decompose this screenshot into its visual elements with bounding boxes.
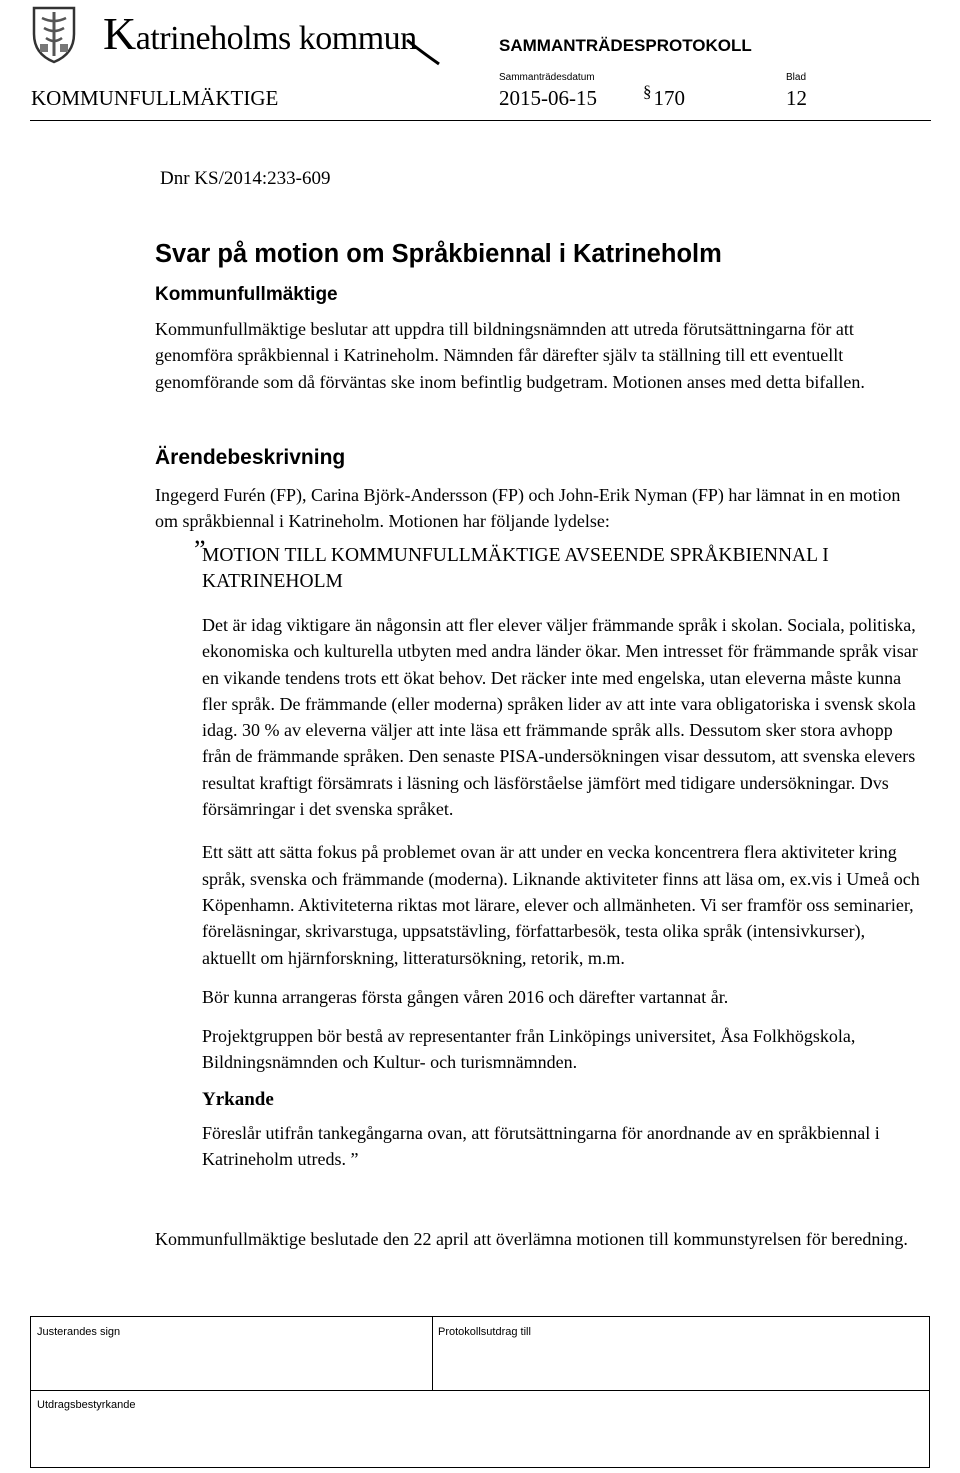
page-number: 12 (786, 86, 807, 110)
municipality-name: Katrineholms kommun (103, 8, 417, 59)
signature-box (30, 1316, 930, 1468)
motion-paragraph: Projektgruppen bör bestå av representanter från Linköpings universitet, Åsa Folkhögskola, Bildningsnämnden och Kultur- och turismnämnden. (202, 1026, 856, 1073)
org-name: KOMMUNFULLMÄKTIGE (31, 86, 279, 110)
motion-paragraph: Ett sätt att sätta fokus på problemet ovan är att under en vecka koncentrera flera aktiviteter kring språk, svenska och främmande (moderna). Liknande aktiviteter finns att läsa om, ex.vis i Umeå och Köpenhamn. Aktiviteterna riktas mot lärare, elever och allmänheten. Vi ser framför oss seminarier, föreläsningar, skrivarstuga, uppsatstävling, författarbesök, testa olika språk (intensivkurser), aktuellt om hjärnforskning, litteratursökning, retorik, m.m. (202, 842, 920, 968)
motion-paragraph: Det är idag viktigare än någonsin att fler elever väljer främmande språk i skolan. Sociala, politiska, ekonomiska och kulturella utbyten med andra länder ökar. Men intresset för främmande språk visar en vikande tendens trots ett ökat behov. Det räcker inte med engelska, utan eleverna måste kunna fler språk. De främmande (eller moderna) språken lider av att inte vara obligatoriska i svensk skola idag. 30 % av eleverna väljer att inte läsa ett främmande språk alls. Dessutom sker stora avhopp från de främmande språken. Den senaste PISA-undersökningen visar dessutom, att svenska elevers resultat kraftigt försämrats i läsning och läsförståelse jämfört med tidigare undersökningar. Dvs försämringar i det svenska språket. (202, 615, 918, 820)
header-divider (30, 120, 931, 121)
protocol-title: SAMMANTRÄDESPROTOKOLL (499, 36, 752, 55)
claim-text: Föreslår utifrån tankegångarna ovan, att förutsättningarna för anordnande av en språkbiennal i Katrineholm utreds. ” (202, 1122, 880, 1170)
signature-box-divider (432, 1316, 433, 1390)
claim-heading: Yrkande (202, 1088, 274, 1110)
case-description-heading: Ärendebeskrivning (155, 446, 346, 469)
page-title: Svar på motion om Språkbiennal i Katrineholm (155, 240, 722, 268)
signature-box-divider (30, 1390, 930, 1391)
decision-heading: Kommunfullmäktige (155, 284, 338, 305)
motion-quote-block (194, 535, 922, 1172)
meeting-date: 2015-06-15 (499, 86, 597, 110)
logo-swoosh-icon (405, 36, 445, 66)
closing-quote: ” (350, 1149, 359, 1170)
justerandes-sign-label: Justerandes sign (37, 1326, 121, 1338)
motion-paragraph: Bör kunna arrangeras första gången våren 2016 och därefter vartannat år. (202, 986, 729, 1007)
page-label: Blad (786, 72, 807, 83)
opening-quote: ” (194, 535, 206, 564)
case-number: Dnr KS/2014:233-609 (160, 168, 331, 189)
date-label: Sammanträdesdatum (499, 72, 595, 83)
motion-title: ” MOTION TILL KOMMUNFULLMÄKTIGE AVSEENDE SPRÅKBIENNAL I KATRINEHOLM (194, 535, 829, 592)
protokollsutdrag-label: Protokollsutdrag till (438, 1326, 531, 1338)
paragraph-number: §170 (643, 82, 685, 110)
closing-decision: Kommunfullmäktige beslutade den 22 april att överlämna motionen till kommunstyrelsen för beredning. (155, 1229, 908, 1249)
decision-text: Kommunfullmäktige beslutar att uppdra till bildningsnämnden att utreda förutsättningarna för att genomföra språkbiennal i Katrineholm. Nämnden får därefter själv ta ställning till ett eventuellt genomförande som då förväntas ske inom befintlig budgetram. Motionen anses med detta bifallen. (155, 319, 865, 392)
utdragsbestyrkande-label: Utdragsbestyrkande (37, 1399, 136, 1411)
coat-of-arms-icon (30, 4, 78, 64)
paragraph-symbol: § (643, 82, 652, 101)
case-intro: Ingegerd Furén (FP), Carina Björk-Andersson (FP) och John-Erik Nyman (FP) har lämnat in en motion om språkbiennal i Katrineholm. Motionen har följande lydelse: (155, 485, 901, 532)
